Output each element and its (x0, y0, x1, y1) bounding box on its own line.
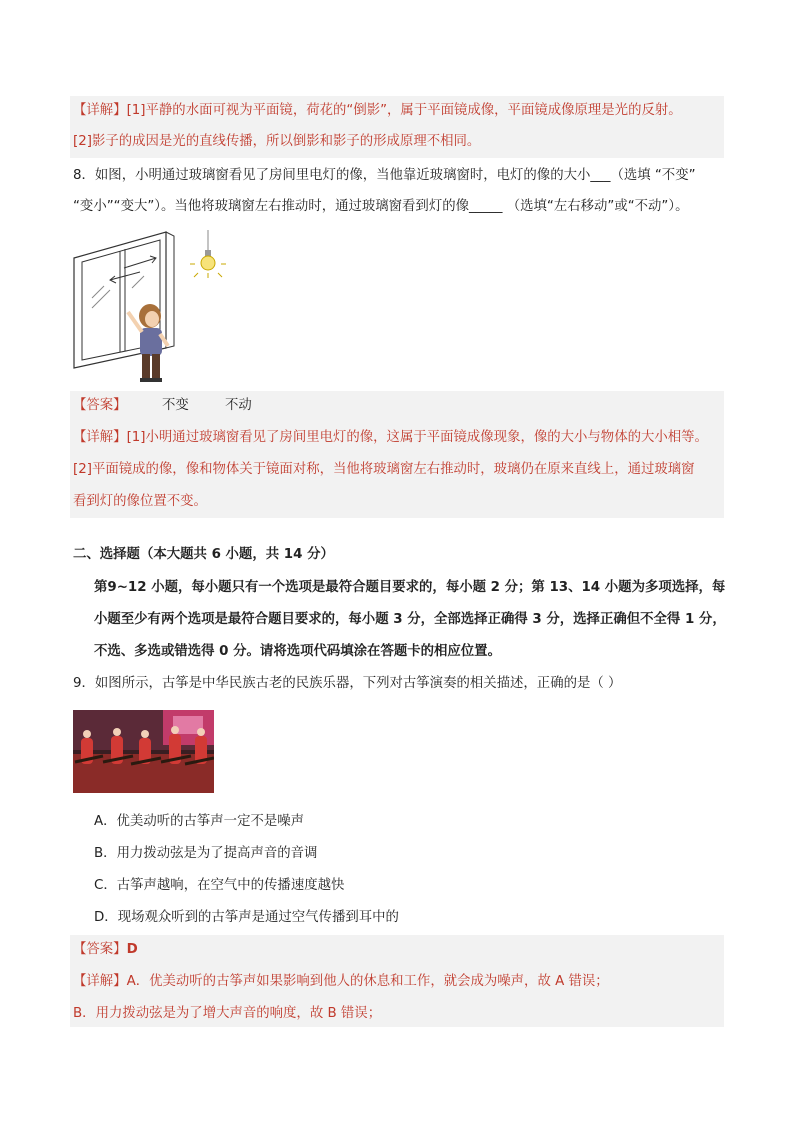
section2-title: 二、选择题（本大题共 6 小题，共 14 分） (73, 547, 334, 562)
section2-inst-1: 第9~12 小题，每小题只有一个选项是最符合题目要求的，每小题 2 分；第 13、14 小题为多项选择，每 (94, 580, 726, 595)
answer-tag: 【答案】 (73, 398, 127, 413)
q8-stem-line2: “变小”“变大”）。当他将玻璃窗左右推动时，通过玻璃窗看到灯的像_____ （选填“左右移动”或“不动”）。 (73, 199, 689, 214)
q9-option-c: C．古筝声越响，在空气中的传播速度越快 (94, 878, 345, 893)
q9-detail-line1 (73, 972, 609, 992)
q9-option-a: A．优美动听的古筝声一定不是噪声 (94, 814, 305, 829)
section2-inst-3: 不选、多选或错选得 0 分。请将选项代码填涂在答题卡的相应位置。 (94, 644, 501, 659)
q9-guzheng-photo (73, 710, 214, 793)
q8-answer-line (73, 396, 127, 416)
q9-option-d: D．现场观众听到的古筝声是通过空气传播到耳中的 (94, 910, 399, 925)
q8-stem-line1: 8．如图，小明通过玻璃窗看见了房间里电灯的像，当他靠近玻璃窗时，电灯的像的大小___（选填 “不变” (73, 168, 696, 183)
q9-stem: 9．如图所示，古筝是中华民族古老的民族乐器，下列对古筝演奏的相关描述，正确的是（ ） (73, 676, 622, 691)
q8-window-figure (70, 228, 230, 386)
detail-tag: 【详解】 (73, 430, 127, 445)
q8-answer-1: 不变 (162, 398, 189, 413)
q8-answer-2: 不动 (225, 398, 252, 413)
q8-detail-line2: [2]平面镜成的像，像和物体关于镜面对称，当他将玻璃窗左右推动时，玻璃仍在原来直线上，通过玻璃窗 (73, 462, 695, 477)
q9-option-b: B．用力拨动弦是为了提高声音的音调 (94, 846, 318, 861)
q9-answer-line (73, 940, 138, 960)
section2-inst-2: 小题至少有两个选项是最符合题目要求的，每小题 3 分，全部选择正确得 3 分，选择正确但不全得 1 分， (94, 612, 726, 627)
detail-tag: 【详解】 (73, 103, 127, 118)
detail-text: A．优美动听的古筝声如果影响到他人的休息和工作，就会成为噪声，故 A 错误； (126, 974, 609, 989)
q8-detail-line3: 看到灯的像位置不变。 (73, 494, 207, 509)
detail-text: [1]小明通过玻璃窗看见了房间里电灯的像，这属于平面镜成像现象，像的大小与物体的大小相等。 (126, 430, 708, 445)
detail-tag: 【详解】 (73, 974, 127, 989)
detail-line-1 (73, 101, 682, 121)
answer-value: D (126, 942, 138, 957)
q9-detail-line2: B．用力拨动弦是为了增大声音的响度，故 B 错误； (73, 1006, 382, 1021)
detail-text: [1]平静的水面可视为平面镜，荷花的“倒影”，属于平面镜成像，平面镜成像原理是光的反射。 (126, 103, 682, 118)
answer-tag: 【答案】 (73, 942, 127, 957)
detail-line-2: [2]影子的成因是光的直线传播，所以倒影和影子的形成原理不相同。 (73, 134, 481, 149)
q8-detail-line1 (73, 428, 708, 448)
